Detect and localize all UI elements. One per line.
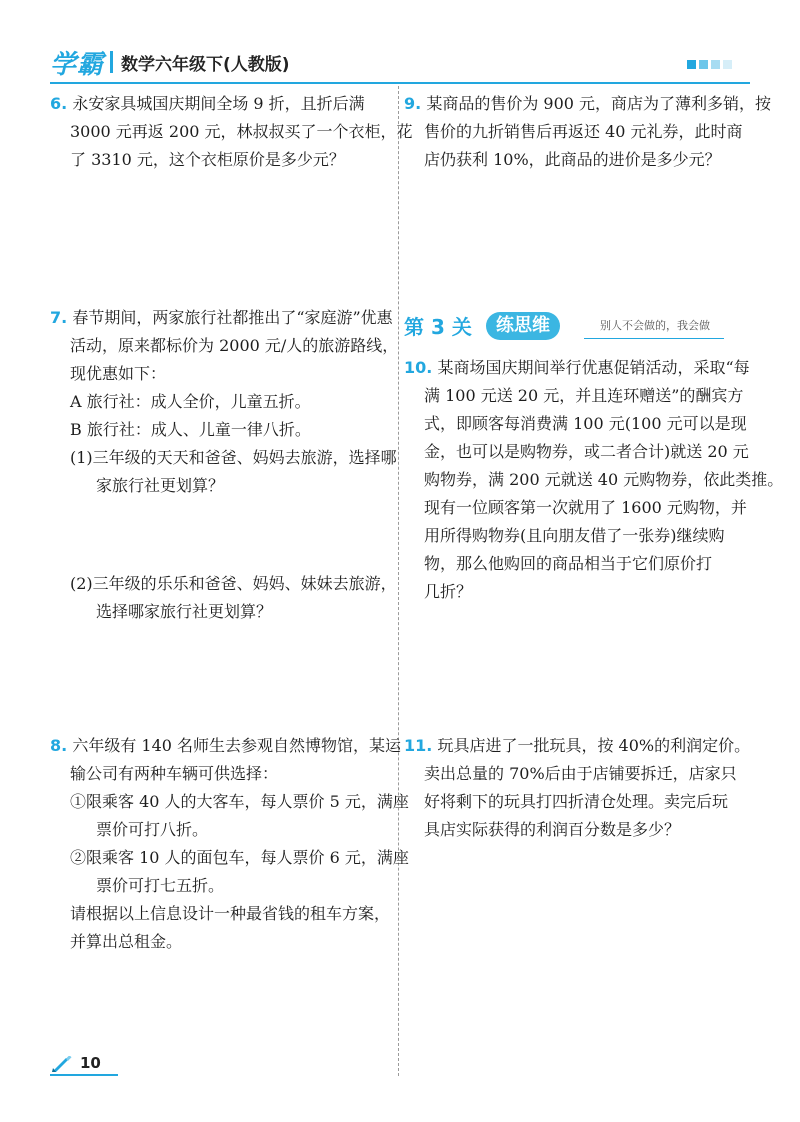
question-number: 6.: [50, 94, 68, 113]
header-decoration: [687, 60, 732, 69]
question-number: 10.: [404, 358, 433, 377]
section-underline: [584, 338, 724, 339]
section-label: 第 3 关: [404, 315, 472, 339]
question-line: 金，也可以是购物券，或二者合计)就送 20 元: [424, 442, 749, 461]
logo-divider: [110, 51, 113, 73]
header-rule: [50, 82, 750, 84]
question-line: 六年级有 140 名师生去参观自然博物馆，某运: [72, 736, 402, 755]
section-slogan: 别人不会做的，我会做: [600, 319, 710, 332]
question-7: [50, 304, 398, 500]
sub-question-1: (1)三年级的天天和爸爸、妈妈去旅游，选择哪: [70, 448, 397, 467]
book-title: 数学六年级下(人教版): [121, 54, 290, 75]
question-number: 7.: [50, 308, 68, 327]
question-number: 9.: [404, 94, 422, 113]
question-line: 好将剩下的玩具打四折清仓处理。卖完后玩: [424, 792, 729, 811]
question-line: 3000 元再返 200 元，林叔叔买了一个衣柜，花: [70, 122, 413, 141]
question-line: 现有一位顾客第一次就用了 1600 元购物，并: [424, 498, 747, 517]
option-1: ①限乘客 40 人的大客车，每人票价 5 元，满座: [70, 792, 409, 811]
question-line: 输公司有两种车辆可供选择：: [70, 764, 279, 783]
question-line: 式，即顾客每消费满 100 元(100 元可以是现: [424, 414, 747, 433]
question-line: 几折？: [424, 582, 473, 601]
question-11: [404, 732, 750, 844]
question-line: 春节期间，两家旅行社都推出了“家庭游”优惠: [72, 308, 393, 327]
page-footer: [50, 1050, 120, 1080]
option-b: B 旅行社：成人、儿童一律八折。: [70, 420, 311, 439]
question-line: 用所得购物券(且向朋友借了一张券)继续购: [424, 526, 725, 545]
question-10: [404, 354, 783, 606]
question-number: 11.: [404, 736, 433, 755]
question-line: 卖出总量的 70%后由于店铺要拆迁，店家只: [424, 764, 737, 783]
question-line: 满 100 元送 20 元，并且连环赠送”的酬宾方: [424, 386, 744, 405]
pencil-icon: [50, 1056, 74, 1074]
option-2-line: 票价可打七五折。: [96, 876, 225, 895]
question-line: 店仍获利 10%，此商品的进价是多少元？: [424, 150, 721, 169]
sub-question-2-line: 选择哪家旅行社更划算？: [96, 602, 273, 621]
option-2: ②限乘客 10 人的面包车，每人票价 6 元，满座: [70, 848, 409, 867]
page-header: [50, 44, 750, 84]
question-line: 玩具店进了一批玩具，按 40%的利润定价。: [437, 736, 751, 755]
question-8: [50, 732, 409, 956]
sub-question-1-line: 家旅行社更划算？: [96, 476, 225, 495]
question-line: 现优惠如下：: [70, 364, 167, 383]
footer-rule: [50, 1074, 118, 1076]
question-line: 并算出总租金。: [70, 932, 183, 951]
sub-question-2: (2)三年级的乐乐和爸爸、妈妈、妹妹去旅游，: [70, 574, 397, 593]
option-a: A 旅行社：成人全价，儿童五折。: [70, 392, 311, 411]
question-line: 了 3310 元，这个衣柜原价是多少元？: [70, 150, 345, 169]
section-header: [404, 312, 734, 346]
question-7-part-2: [50, 570, 397, 626]
question-line: 活动，原来都标价为 2000 元/人的旅游路线，: [70, 336, 399, 355]
question-6: [50, 90, 413, 174]
question-line: 永安家具城国庆期间全场 9 折，且折后满: [72, 94, 365, 113]
question-line: 某商品的售价为 900 元，商店为了薄利多销，按: [426, 94, 772, 113]
logo-text: 学霸: [50, 49, 105, 80]
brand-logo: [50, 44, 290, 80]
question-line: 请根据以上信息设计一种最省钱的租车方案，: [70, 904, 391, 923]
question-9: [404, 90, 771, 174]
question-line: 购物券，满 200 元就送 40 元购物券，依此类推。: [424, 470, 784, 489]
page-number: 10: [80, 1054, 101, 1072]
question-number: 8.: [50, 736, 68, 755]
question-line: 售价的九折销售后再返还 40 元礼券，此时商: [424, 122, 743, 141]
option-1-line: 票价可打八折。: [96, 820, 209, 839]
question-line: 具店实际获得的利润百分数是多少？: [424, 820, 681, 839]
question-line: 某商场国庆期间举行优惠促销活动，采取“每: [437, 358, 750, 377]
question-line: 物，那么他购回的商品相当于它们原价打: [424, 554, 713, 573]
section-badge: 练思维: [486, 312, 560, 340]
